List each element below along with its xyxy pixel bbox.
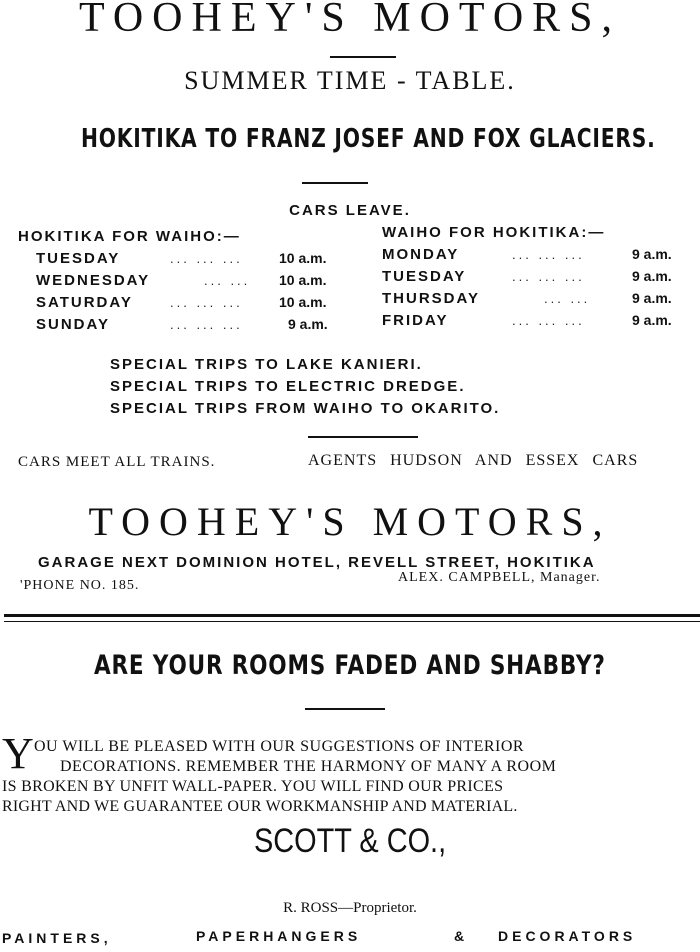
- schedule-row: [382, 246, 692, 268]
- special-trip-line: SPECIAL TRIPS TO LAKE KANIERI.: [110, 356, 423, 373]
- schedule-dots: ... ...: [544, 291, 591, 306]
- divider-short: [305, 708, 385, 710]
- firm-name: SCOTT & CO.,: [253, 822, 447, 860]
- schedule-time: 9 a.m.: [632, 312, 672, 328]
- schedule-time: 9 a.m.: [288, 316, 328, 332]
- schedule-time: 10 a.m.: [279, 250, 327, 266]
- trade-ampersand: &: [454, 928, 467, 944]
- proprietor-line: R. ROSS—Proprietor.: [283, 900, 417, 916]
- trains-notice: CARS MEET ALL TRAINS.: [18, 454, 216, 470]
- schedule-dots: ... ... ...: [512, 269, 585, 284]
- schedule-dots: ... ...: [204, 273, 251, 288]
- body-line: RIGHT AND WE GUARANTEE OUR WORKMANSHIP AND MATERIAL.: [2, 798, 518, 815]
- body-line: DECORATIONS. REMEMBER THE HARMONY OF MANY A ROOM: [60, 758, 557, 775]
- schedule-day: FRIDAY: [382, 312, 449, 329]
- agents-notice: AGENTS HUDSON AND ESSEX CARS: [308, 452, 639, 469]
- schedule-day: SUNDAY: [36, 316, 110, 333]
- schedule-time: 10 a.m.: [279, 294, 327, 310]
- trade-paperhangers: PAPERHANGERS: [196, 928, 362, 944]
- garage-address: GARAGE NEXT DOMINION HOTEL, REVELL STREET, HOKITIKA: [38, 554, 596, 571]
- divider-short: [330, 56, 396, 58]
- schedule-row: [36, 316, 346, 338]
- schedule-day: MONDAY: [382, 246, 460, 263]
- trade-painters: PAINTERS,: [2, 930, 112, 946]
- ad-title-toohey-repeat: TOOHEY'S MOTORS,: [88, 499, 612, 544]
- special-trip-line: SPECIAL TRIPS FROM WAIHO TO OKARITO.: [110, 400, 501, 417]
- schedule-time: 10 a.m.: [279, 272, 327, 288]
- ad-separator: [4, 621, 700, 622]
- schedule-time: 9 a.m.: [632, 290, 672, 306]
- schedule-row: [382, 290, 692, 312]
- manager-name: ALEX. CAMPBELL, Manager.: [398, 570, 601, 585]
- trade-decorators: DECORATORS: [498, 928, 637, 944]
- schedule-day: THURSDAY: [382, 290, 480, 307]
- ad-title-toohey: TOOHEY'S MOTORS,: [78, 0, 622, 41]
- left-column-heading: HOKITIKA FOR WAIHO:—: [18, 228, 241, 245]
- schedule-dots: ... ... ...: [170, 251, 243, 266]
- schedule-time: 9 a.m.: [632, 246, 672, 262]
- schedule-dots: ... ... ...: [170, 295, 243, 310]
- body-line: IS BROKEN BY UNFIT WALL-PAPER. YOU WILL FIND OUR PRICES: [2, 778, 504, 795]
- schedule-day: SATURDAY: [36, 294, 133, 311]
- rooms-headline: ARE YOUR ROOMS FADED AND SHABBY?: [94, 650, 606, 681]
- right-column-heading: WAIHO FOR HOKITIKA:—: [382, 224, 606, 241]
- timetable-subtitle: SUMMER TIME - TABLE.: [184, 66, 516, 95]
- schedule-dots: ... ... ...: [170, 317, 243, 332]
- schedule-dots: ... ... ...: [512, 247, 585, 262]
- schedule-day: TUESDAY: [36, 250, 121, 267]
- schedule-dots: ... ... ...: [512, 313, 585, 328]
- divider-short: [302, 182, 368, 184]
- ad-separator: [4, 614, 700, 617]
- cars-leave-heading: CARS LEAVE.: [289, 202, 411, 219]
- schedule-row: [36, 250, 346, 272]
- schedule-row: [382, 312, 692, 334]
- body-line: OU WILL BE PLEASED WITH OUR SUGGESTIONS OF INTERIOR: [34, 738, 525, 755]
- special-trip-line: SPECIAL TRIPS TO ELECTRIC DREDGE.: [110, 378, 466, 395]
- schedule-day: WEDNESDAY: [36, 272, 151, 289]
- route-heading: HOKITIKA TO FRANZ JOSEF AND FOX GLACIERS.: [81, 124, 656, 154]
- drop-cap: Y: [2, 729, 34, 778]
- schedule-time: 9 a.m.: [632, 268, 672, 284]
- schedule-day: TUESDAY: [382, 268, 467, 285]
- schedule-row: [36, 272, 346, 294]
- phone-number: 'PHONE NO. 185.: [20, 578, 140, 593]
- schedule-row: [382, 268, 692, 290]
- schedule-row: [36, 294, 346, 316]
- divider-short: [308, 436, 418, 438]
